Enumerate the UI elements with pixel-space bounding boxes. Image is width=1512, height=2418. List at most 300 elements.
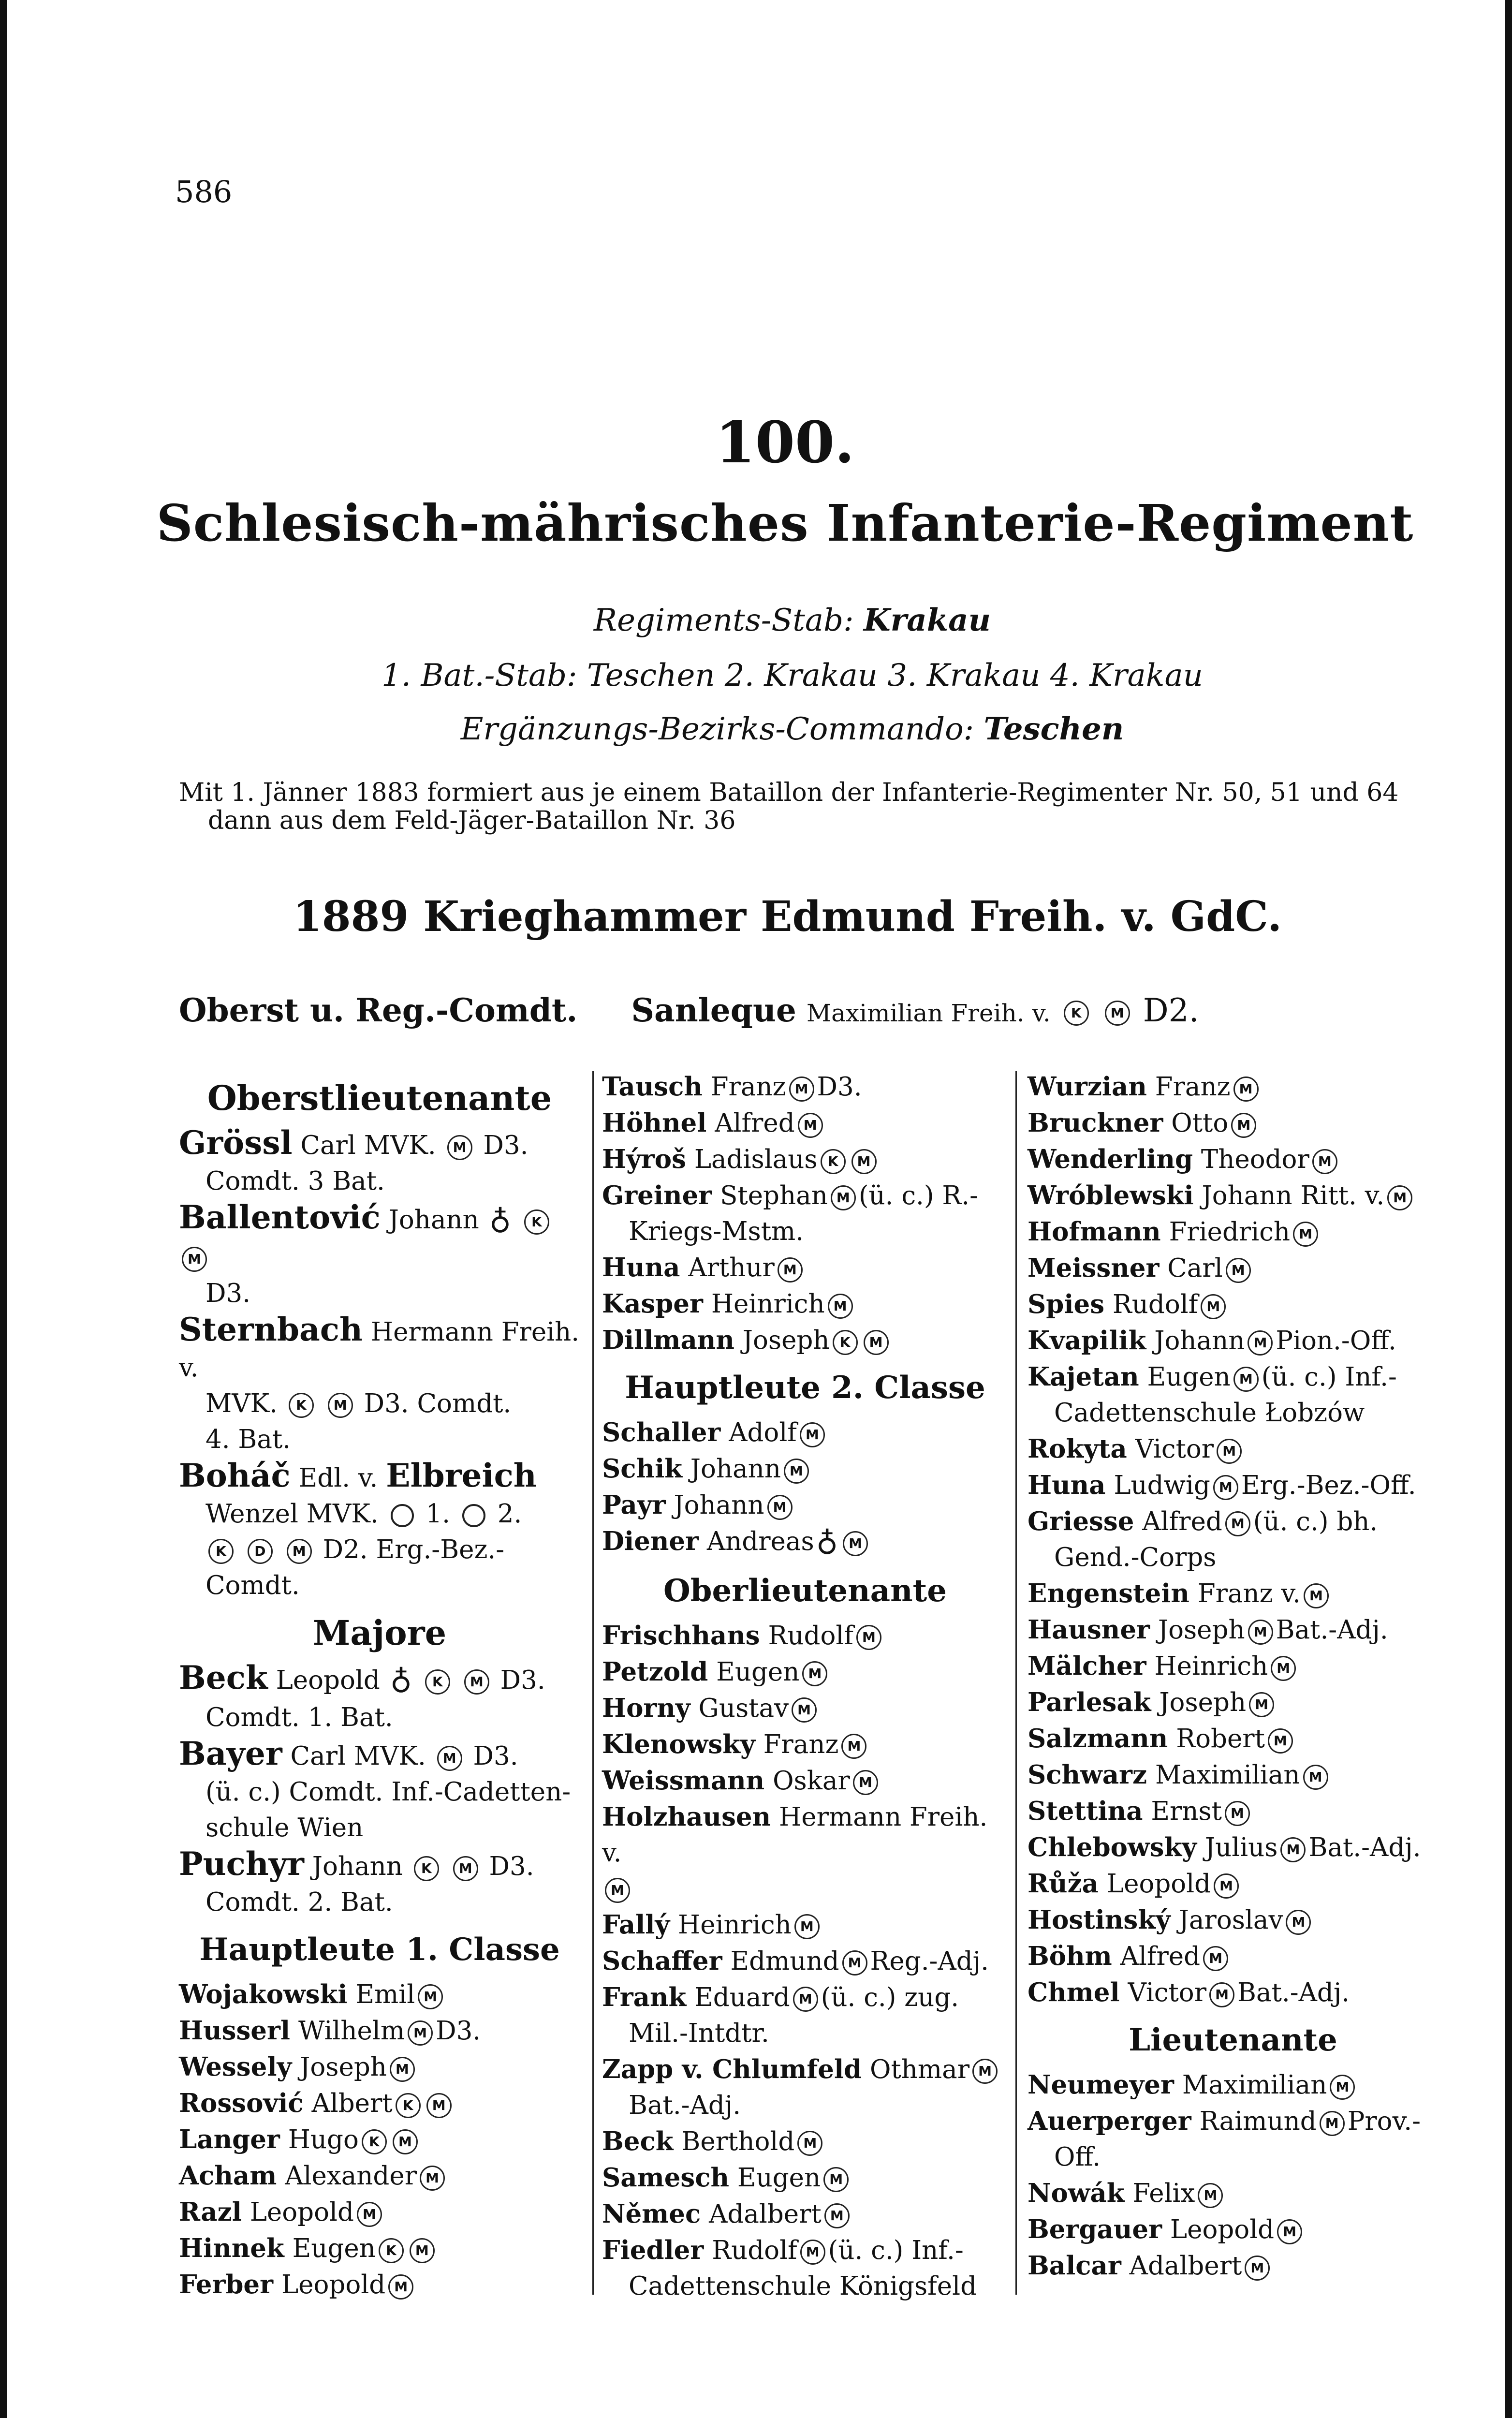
surname: Hofmann — [1028, 1217, 1161, 1247]
surname: Greiner — [602, 1180, 712, 1210]
surname: Langer — [179, 2124, 280, 2154]
section-title: Oberlieutenante — [663, 1572, 947, 1609]
list-item — [179, 2049, 580, 2085]
given-name: Felix — [1132, 2179, 1195, 2208]
surname: Parlesak — [1028, 1687, 1151, 1717]
list-item — [179, 1125, 580, 1199]
suffix: (ü. c.) bh. — [1253, 1507, 1378, 1536]
list-item — [1028, 1431, 1439, 1467]
surname: Neumeyer — [1028, 2070, 1174, 2100]
list-item — [1028, 1178, 1439, 1214]
given-name: Andreas — [706, 1527, 814, 1556]
given-name: Johann — [312, 1852, 403, 1881]
continuation: Mil.-Intdtr. — [629, 2018, 769, 2048]
given-name: Johann — [388, 1205, 479, 1235]
surname: Kvapilik — [1028, 1326, 1146, 1356]
m-mark-icon: M — [1233, 1076, 1259, 1102]
given-name: Stephan — [720, 1181, 828, 1210]
m-mark-icon: M — [1268, 1728, 1293, 1754]
surname: Bayer — [179, 1735, 282, 1772]
regiment-inhaber: 1889 Krieghammer Edmund Freih. v. GdC. — [293, 892, 1282, 941]
surname: Auerperger — [1028, 2106, 1191, 2136]
erg-label: Ergänzungs-Bezirks-Commando: — [460, 711, 974, 747]
surname: Fiedler — [602, 2235, 704, 2265]
surname: Růža — [1028, 1869, 1099, 1899]
d-mark-icon: D — [248, 1539, 273, 1564]
surname: Grössl — [179, 1124, 293, 1162]
surname: Engenstein — [1028, 1578, 1189, 1608]
m-mark-icon: M — [1320, 2111, 1345, 2136]
m-mark-icon: M — [1214, 1873, 1239, 1899]
list-item — [602, 2196, 1008, 2232]
list-item — [602, 1069, 1008, 1105]
continuation: Comdt. — [206, 1570, 300, 1600]
list-item — [1028, 1250, 1439, 1286]
surname: Frank — [602, 1982, 687, 2012]
m-mark-icon: M — [767, 1495, 793, 1520]
list-item — [1028, 1866, 1439, 1902]
medal-icon: ♁ — [390, 1664, 412, 1699]
m-mark-icon: M — [1105, 1001, 1130, 1026]
given-name: Heinrich — [711, 1289, 825, 1319]
list-item — [1028, 1359, 1439, 1431]
list-item — [1028, 1214, 1439, 1250]
given-name: Berthold — [681, 2126, 795, 2156]
suffix: D3. — [483, 1131, 528, 1160]
continuation: Comdt. 2. Bat. — [206, 1887, 393, 1917]
list-item — [1028, 1612, 1439, 1648]
surname: Schaffer — [602, 1946, 722, 1976]
continuation — [179, 1386, 580, 1422]
surname: Boháč — [179, 1456, 291, 1494]
m-mark-icon: M — [842, 1950, 867, 1976]
m-mark-icon: M — [823, 2167, 849, 2192]
m-mark-icon: M — [464, 1669, 489, 1695]
given-name: Wilhelm — [298, 2016, 405, 2046]
column-divider — [592, 1071, 594, 2295]
k-mark-icon: K — [289, 1393, 314, 1418]
list-item — [1028, 1648, 1439, 1684]
m-mark-icon: M — [778, 1257, 803, 1283]
given-name: Alfred — [1142, 1507, 1222, 1536]
stab-city: Krakau — [863, 602, 991, 638]
suffix: Pion.-Off. — [1276, 1326, 1396, 1356]
given-name: Ernst — [1151, 1797, 1222, 1826]
surname: Fallý — [602, 1909, 670, 1940]
list-item — [1028, 2248, 1439, 2284]
list-item — [602, 1178, 1008, 1250]
m-mark-icon: M — [287, 1539, 312, 1564]
section-title: Majore — [312, 1612, 447, 1653]
m-mark-icon: M — [1201, 1294, 1226, 1319]
m-mark-icon: M — [793, 1987, 818, 2012]
m-mark-icon: M — [1225, 1511, 1250, 1536]
list-item — [602, 1415, 1008, 1451]
given-name: Maximilian — [1155, 1760, 1300, 1790]
given-name: Johann Ritt. v. — [1202, 1181, 1385, 1210]
given-name: Edmund — [730, 1946, 839, 1976]
formation-line-2: dann aus dem Feld-Jäger-Bataillon Nr. 36 — [208, 806, 736, 835]
given-name: Gustav — [698, 1693, 789, 1723]
surname: Böhm — [1028, 1941, 1112, 1971]
given-name: Heinrich — [1154, 1651, 1268, 1681]
m-mark-icon: M — [1280, 1837, 1306, 1862]
m-mark-icon: M — [851, 1149, 877, 1174]
m-mark-icon: M — [824, 2203, 850, 2228]
m-mark-icon: M — [1198, 2183, 1223, 2208]
continuation — [179, 1532, 580, 1568]
surname: Chlebowsky — [1028, 1832, 1197, 1862]
surname: Schik — [602, 1454, 682, 1484]
m-mark-icon: M — [420, 2166, 445, 2191]
regiment-name: Schlesisch-mährisches Infanterie-Regiment — [156, 493, 1414, 553]
list-item — [1028, 1576, 1439, 1612]
list-item — [1028, 1793, 1439, 1829]
given-name: Franz v. — [1197, 1579, 1301, 1608]
surname: Wessely — [179, 2052, 292, 2082]
given-name: Hugo — [288, 2125, 359, 2154]
given-name: Eugen — [716, 1657, 800, 1687]
surname: Klenowsky — [602, 1729, 755, 1759]
m-mark-icon: M — [453, 1856, 478, 1881]
given-name: Theodor — [1201, 1145, 1309, 1174]
continuation-text: D3. Comdt. — [364, 1388, 512, 1418]
surname: Němec — [602, 2198, 701, 2229]
m-mark-icon: M — [1231, 1113, 1256, 1138]
k-mark-icon: K — [833, 1330, 858, 1355]
continuation-text: MVK. — [206, 1388, 278, 1418]
section-title: Hauptleute 2. Classe — [625, 1370, 985, 1406]
suffix: D3. — [473, 1741, 518, 1771]
list-item — [602, 2160, 1008, 2196]
m-mark-icon: M — [1245, 2256, 1270, 2281]
list-item — [1028, 1467, 1439, 1504]
surname: Ferber — [179, 2270, 274, 2300]
given-name: Alexander — [285, 2161, 417, 2191]
surname: Hýroš — [602, 1144, 686, 1174]
surname: Mälcher — [1028, 1651, 1146, 1681]
column-1 — [179, 1069, 580, 2303]
given-name: Johann — [690, 1454, 781, 1484]
m-mark-icon: M — [410, 2238, 435, 2263]
continuation: Kriegs-Mstm. — [629, 1217, 804, 1246]
given-name: Ludwig — [1114, 1471, 1210, 1500]
given-name: Leopold — [1106, 1869, 1211, 1899]
list-item — [1028, 1938, 1439, 1975]
bataillon-stab-line: 1. Bat.-Stab: Teschen 2. Krakau 3. Krakau 4. Krakau — [382, 658, 1203, 693]
list-item — [1028, 2067, 1439, 2103]
column-2 — [602, 1069, 1008, 2304]
list-item — [602, 1618, 1008, 1654]
m-mark-icon: M — [1203, 1946, 1228, 1971]
formation-line-1: Mit 1. Jänner 1883 formiert aus je einem Bataillon der Infanterie-Regimenter Nr. 50, 51 und 64 — [179, 778, 1399, 807]
list-item — [602, 1943, 1008, 1979]
m-mark-icon: M — [800, 1422, 825, 1447]
given-name: Leopold — [250, 2197, 354, 2227]
list-item — [602, 2232, 1008, 2304]
m-mark-icon: M — [792, 1697, 817, 1723]
k-mark-icon: K — [379, 2238, 404, 2263]
m-mark-icon: M — [328, 1393, 353, 1418]
suffix: Bat.-Adj. — [1276, 1615, 1388, 1645]
given-name: Joseph — [1158, 1615, 1245, 1645]
list-item — [1028, 1141, 1439, 1178]
section-title: Lieutenante — [1129, 2022, 1337, 2058]
suffix: Bat.-Adj. — [1237, 1978, 1350, 2007]
continuation: Comdt. 1. Bat. — [206, 1703, 393, 1732]
given-name: Ladislaus — [694, 1145, 818, 1174]
surname: Wurzian — [1028, 1072, 1147, 1102]
k-mark-icon: K — [414, 1856, 439, 1881]
list-item — [179, 2194, 580, 2230]
suffix: D3. — [436, 2016, 481, 2046]
ergaenzung-line — [0, 711, 1512, 747]
given-name: Emil — [355, 1980, 415, 2009]
list-item — [1028, 1323, 1439, 1359]
m-mark-icon: M — [864, 1330, 889, 1355]
surname: Puchyr — [179, 1845, 304, 1883]
surname: Rokyta — [1028, 1434, 1127, 1464]
k-mark-icon: K — [524, 1209, 549, 1235]
surname: Bergauer — [1028, 2214, 1162, 2244]
column-3 — [1028, 1069, 1439, 2284]
list-item — [602, 1654, 1008, 1690]
given-name: Carl MVK. — [300, 1131, 436, 1160]
list-item — [602, 1451, 1008, 1487]
m-mark-icon: M — [1277, 2219, 1302, 2244]
surname: Tausch — [602, 1072, 703, 1102]
given-name: Leopold — [1170, 2215, 1275, 2244]
suffix: Erg.-Bez.-Off. — [1241, 1471, 1416, 1500]
list-item — [1028, 1504, 1439, 1576]
m-mark-icon: M — [1387, 1185, 1412, 1210]
k-mark-icon: K — [1064, 1001, 1089, 1026]
surname: Chmel — [1028, 1977, 1120, 2007]
list-item — [602, 1690, 1008, 1726]
list-item — [179, 1736, 580, 1846]
surname: Nowák — [1028, 2178, 1125, 2208]
list-item — [1028, 1721, 1439, 1757]
m-mark-icon: M — [1330, 2075, 1355, 2100]
m-mark-icon: M — [972, 2059, 998, 2084]
suffix: (ü. c.) zug. — [821, 1982, 959, 2012]
m-mark-icon: M — [388, 2274, 413, 2300]
k-mark-icon: K — [821, 1149, 846, 1174]
suffix: Prov.- — [1347, 2107, 1421, 2136]
m-mark-icon: M — [1271, 1656, 1296, 1681]
given-name: Hermann Freih. v. — [179, 1317, 580, 1383]
m-mark-icon: M — [418, 1984, 443, 2009]
given-name: Johann — [1154, 1326, 1245, 1356]
list-item — [602, 1250, 1008, 1286]
m-mark-icon: M — [182, 1247, 207, 1272]
m-mark-icon: M — [1225, 1801, 1250, 1826]
continuation: Gend.-Corps — [1054, 1543, 1217, 1572]
m-mark-icon: M — [789, 1076, 814, 1102]
k-mark-icon: K — [362, 2129, 387, 2154]
list-item — [1028, 1829, 1439, 1866]
surname: Husserl — [179, 2016, 291, 2046]
given-name: Jaroslav — [1178, 1905, 1283, 1935]
suffix: D3. — [489, 1852, 534, 1881]
list-item — [602, 1907, 1008, 1943]
m-mark-icon: M — [1248, 1620, 1273, 1645]
m-mark-icon: M — [831, 1185, 856, 1210]
given-name: Albert — [311, 2089, 393, 2118]
given-name: Hermann Freih. v. — [602, 1802, 988, 1868]
continuation: Off. — [1054, 2142, 1101, 2172]
suffix: Bat.-Adj. — [1308, 1833, 1421, 1862]
continuation: 4. Bat. — [206, 1424, 291, 1454]
given-name: Carl — [1167, 1253, 1223, 1283]
surname: Beck — [179, 1658, 268, 1696]
given-name: Adalbert — [709, 2199, 822, 2229]
list-item — [1028, 1757, 1439, 1793]
given-name: Franz — [1155, 1072, 1231, 1102]
given-name: Maximilian — [1182, 2070, 1327, 2100]
list-item — [602, 1523, 1008, 1562]
given-name: Oskar — [773, 1766, 850, 1796]
regiment-number: 100. — [715, 409, 855, 476]
scan-border-right — [1505, 0, 1512, 2418]
continuation: Comdt. 3 Bat. — [206, 1166, 385, 1196]
surname: Kasper — [602, 1289, 703, 1319]
list-item — [1028, 1902, 1439, 1938]
m-mark-icon: M — [1312, 1149, 1337, 1174]
k-mark-icon: K — [208, 1539, 234, 1564]
surname: Petzold — [602, 1656, 708, 1687]
commander-line — [179, 991, 1199, 1029]
m-mark-icon: M — [1293, 1222, 1318, 1247]
surname: Holzhausen — [602, 1801, 771, 1832]
m-mark-icon: M — [798, 1113, 823, 1138]
surname: Huna — [1028, 1470, 1106, 1500]
column-divider — [1015, 1071, 1017, 2295]
surname: Diener — [602, 1526, 699, 1556]
given-name: Johann — [674, 1490, 764, 1520]
surname: Zapp v. Chlumfeld — [602, 2054, 862, 2084]
continuation: Bat.-Adj. — [629, 2090, 741, 2120]
continuation: Cadettenschule Königsfeld — [629, 2271, 977, 2301]
surname: Horny — [602, 1693, 690, 1723]
m-mark-icon: M — [800, 2240, 825, 2265]
surname: Spies — [1028, 1289, 1105, 1319]
m-mark-icon: M — [841, 1734, 866, 1759]
surname-2: Elbreich — [386, 1456, 537, 1494]
commander-suffix: D2. — [1143, 992, 1199, 1029]
ring-class: 1. — [426, 1499, 451, 1529]
m-mark-icon: M — [437, 1746, 462, 1771]
m-mark-icon: M — [605, 1878, 630, 1903]
scan-border-left — [0, 0, 7, 2418]
list-item — [179, 2122, 580, 2158]
m-mark-icon: M — [853, 1770, 878, 1795]
surname: Schaller — [602, 1417, 721, 1447]
surname: Stettina — [1028, 1796, 1143, 1826]
given-name: Julius — [1204, 1833, 1278, 1862]
m-mark-icon: M — [1248, 1330, 1273, 1356]
suffix: (ü. c.) R.- — [858, 1181, 979, 1210]
list-item — [179, 1458, 580, 1604]
given-name: Heinrich — [678, 1910, 792, 1940]
surname: Wróblewski — [1028, 1180, 1194, 1210]
list-item — [602, 1286, 1008, 1322]
given-name: Franz — [763, 1729, 839, 1759]
list-item — [179, 2013, 580, 2049]
given-name: Alfred — [715, 1108, 795, 1138]
given-name: Rudolf — [1112, 1290, 1198, 1319]
list-item — [602, 2051, 1008, 2123]
list-item — [602, 1799, 1008, 1907]
continuation: schule Wien — [206, 1813, 364, 1843]
surname: Wojakowski — [179, 1979, 348, 2009]
continuation — [179, 1496, 580, 1532]
list-item — [602, 1487, 1008, 1523]
m-mark-icon: M — [794, 1914, 820, 1939]
list-item — [1028, 1069, 1439, 1105]
surname: Samesch — [602, 2162, 730, 2193]
surname: Hostinský — [1028, 1905, 1171, 1935]
surname: Huna — [602, 1253, 680, 1283]
section-title: Hauptleute 1. Classe — [199, 1931, 560, 1968]
list-item — [179, 2267, 580, 2303]
m-mark-icon: M — [1286, 1910, 1311, 1935]
m-mark-icon: M — [447, 1135, 472, 1160]
given-name: Eugen — [737, 2163, 821, 2193]
list-item — [179, 1976, 580, 2013]
given-name: Joseph — [1159, 1688, 1247, 1717]
surname: Weissmann — [602, 1765, 765, 1796]
surname: Frischhans — [602, 1620, 760, 1651]
given-name: Eugen — [292, 2234, 376, 2263]
suffix: Reg.-Adj. — [870, 1946, 989, 1976]
suffix: (ü. c.) Inf.- — [1261, 1362, 1397, 1392]
given-name: Adolf — [729, 1418, 797, 1447]
k-mark-icon: K — [425, 1669, 450, 1695]
continuation: (ü. c.) Comdt. Inf.-Cadetten- — [206, 1777, 571, 1807]
list-item — [1028, 2175, 1439, 2212]
surname: Ballentović — [179, 1198, 381, 1236]
continuation-text: D2. Erg.-Bez.- — [323, 1534, 505, 1564]
m-mark-icon: M — [1304, 1583, 1329, 1608]
m-mark-icon: M — [843, 1531, 868, 1556]
given-name: Rudolf — [712, 2235, 797, 2265]
given-name: Rudolf — [768, 1621, 853, 1651]
given-name: Othmar — [870, 2054, 970, 2084]
given-name: Leopold — [276, 1665, 380, 1695]
m-mark-icon: M — [408, 2020, 433, 2046]
given-name: Eugen — [1147, 1362, 1231, 1392]
suffix: D3. — [817, 1072, 862, 1102]
given-name: Victor — [1135, 1434, 1214, 1464]
m-mark-icon: M — [1217, 1439, 1242, 1464]
given-name: Adalbert — [1129, 2251, 1242, 2281]
commander-given: Maximilian Freih. v. — [806, 999, 1051, 1027]
m-mark-icon: M — [1249, 1692, 1274, 1717]
k-mark-icon: K — [396, 2093, 421, 2118]
list-item — [602, 1141, 1008, 1178]
list-item — [179, 2085, 580, 2122]
ring-icon — [391, 1504, 414, 1527]
regiments-stab-line — [0, 602, 1512, 638]
m-mark-icon: M — [1226, 1258, 1251, 1283]
medal-icon: ♁ — [489, 1204, 512, 1239]
given-name: Arthur — [688, 1253, 775, 1283]
medal-icon: ♁ — [816, 1525, 838, 1561]
given-name: Leopold — [281, 2270, 386, 2300]
suffix: D3. — [500, 1665, 545, 1695]
m-mark-icon: M — [393, 2129, 418, 2154]
